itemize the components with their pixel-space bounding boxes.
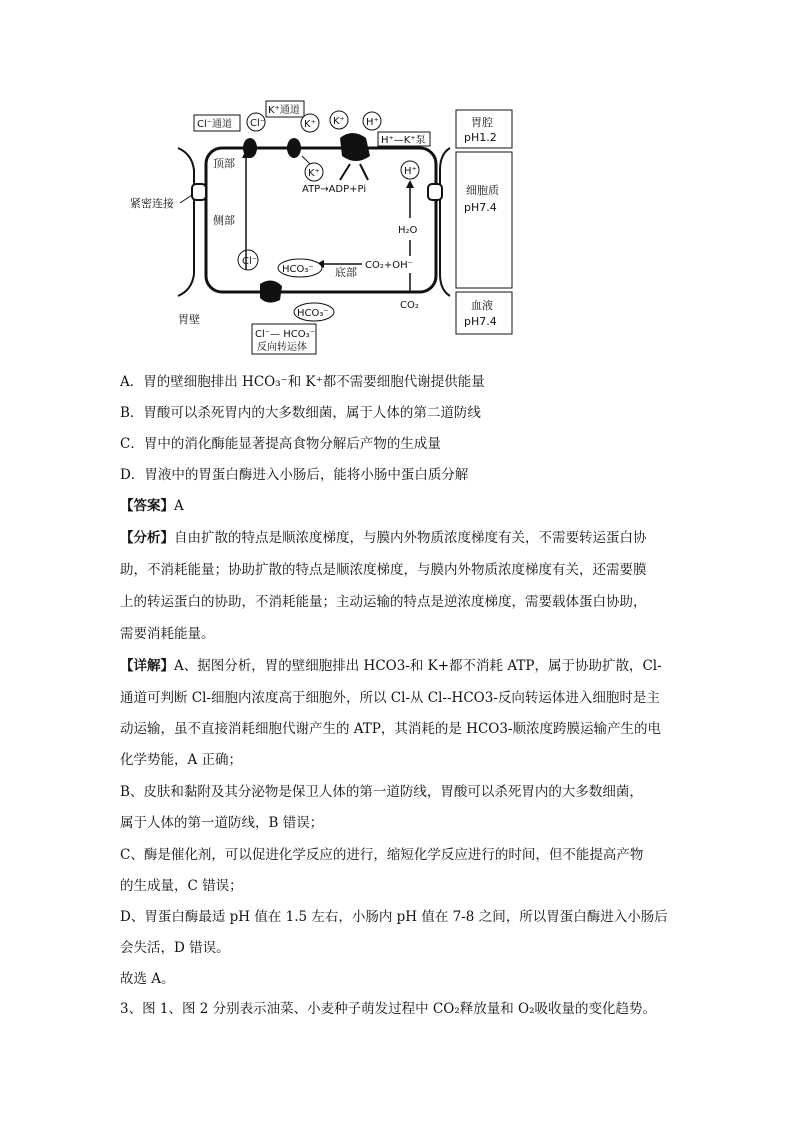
k-ion-top: K⁺ bbox=[304, 119, 316, 130]
lumen-title: 胃腔 bbox=[471, 116, 493, 129]
tight-junction-left bbox=[192, 184, 206, 200]
co2-oh-label: CO₂+OH⁻ bbox=[365, 260, 413, 271]
option-b: B．胃酸可以杀死胃内的大多数细菌，属于人体的第二道防线 bbox=[120, 405, 481, 421]
cytoplasm-box bbox=[456, 152, 512, 288]
detail-conclusion: 故选 A。 bbox=[120, 971, 175, 987]
lateral-label: 侧部 bbox=[213, 214, 235, 227]
h-ion-right: H⁺ bbox=[404, 166, 417, 177]
cl-hco3-antiporter bbox=[260, 280, 282, 302]
detail-line-c1: C、酶是催化剂，可以促进化学反应的进行，缩短化学反应进行的时间，但不能提高产物 bbox=[120, 847, 644, 863]
antiporter-label-line1: Cl⁻— HCO₃⁻ bbox=[255, 329, 315, 340]
analysis-label: 【分析】 bbox=[120, 530, 174, 546]
right-neighbor-cell bbox=[440, 148, 450, 296]
h-k-pump-label: H⁺—K⁺泵 bbox=[381, 135, 426, 146]
atp-reaction: ATP→ADP+Pi bbox=[302, 184, 367, 195]
h-ion-pump: H⁺ bbox=[366, 117, 379, 128]
hco3-ion-inner: HCO₃⁻ bbox=[282, 264, 314, 275]
k-ion-pump: K⁺ bbox=[333, 116, 345, 127]
next-question: 3、图 1、图 2 分别表示油菜、小麦种子萌发过程中 CO₂释放量和 O₂吸收量的变化趋势。 bbox=[120, 1001, 657, 1017]
k-ion-bottom: K⁺ bbox=[308, 168, 320, 179]
cl-ion-basal: Cl⁻ bbox=[242, 256, 258, 267]
k-channel bbox=[287, 138, 301, 158]
answer-label: 【答案】 bbox=[120, 498, 174, 514]
stomach-wall-label: 胃壁 bbox=[178, 313, 200, 326]
option-c: C．胃中的消化酶能显著提高食物分解后产物的生成量 bbox=[120, 436, 441, 452]
analysis-line-2: 助，不消耗能量；协助扩散的特点是顺浓度梯度，与膜内外物质浓度梯度有关，还需要膜 bbox=[120, 562, 647, 578]
k-channel-label: K⁺通道 bbox=[268, 105, 300, 116]
detail-line-a3: 动运输，虽不直接消耗细胞代谢产生的 ATP，其消耗的是 HCO3-顺浓度跨膜运输产生的电 bbox=[120, 721, 662, 737]
cl-ion-top: Cl⁻ bbox=[250, 118, 266, 129]
detail-line-b2: 属于人体的第一道防线，B 错误； bbox=[120, 815, 324, 831]
detail-line-d2: 会失活，D 错误。 bbox=[120, 940, 230, 956]
co2-label: CO₂ bbox=[400, 300, 419, 311]
detail-line-c2: 的生成量，C 错误； bbox=[120, 878, 243, 894]
detail-line-a4: 化学势能，A 正确； bbox=[120, 752, 243, 768]
lumen-ph: pH1.2 bbox=[464, 131, 497, 144]
blood-title: 血液 bbox=[471, 299, 493, 312]
detail-line-a2: 通道可判断 Cl-细胞内浓度高于细胞外，所以 Cl-从 Cl--HCO3-反向转运体进入细胞时是主 bbox=[120, 690, 660, 706]
analysis-line-3: 上的转运蛋白的协助，不消耗能量；主动运输的特点是逆浓度梯度，需要载体蛋白协助， bbox=[120, 594, 647, 610]
detail-line-a1: 【详解】A、据图分析，胃的壁细胞排出 HCO3-和 K+都不消耗 ATP，属于协助扩散，Cl- bbox=[120, 658, 662, 674]
analysis-line-4: 需要消耗能量。 bbox=[120, 626, 215, 642]
hco3-ion-outer: HCO₃⁻ bbox=[297, 308, 329, 319]
answer-value: A bbox=[174, 498, 184, 514]
detail-label: 【详解】 bbox=[120, 658, 174, 674]
detail-line-d1: D、胃蛋白酶最适 pH 值在 1.5 左右，小肠内 pH 值在 7-8 之间，所以胃蛋白酶进入小肠后 bbox=[120, 909, 668, 925]
tight-junction-label: 紧密连接 bbox=[130, 197, 174, 210]
blood-ph: pH7.4 bbox=[464, 315, 497, 328]
option-d: D．胃液中的胃蛋白酶进入小肠后，能将小肠中蛋白质分解 bbox=[120, 467, 469, 483]
answer-line bbox=[120, 496, 680, 516]
cl-channel-label: Cl⁻通道 bbox=[197, 119, 233, 130]
basal-label: 底部 bbox=[335, 266, 357, 279]
tight-junction-right bbox=[428, 184, 442, 200]
antiporter-label-line2: 反向转运体 bbox=[257, 342, 307, 353]
h2o-label: H₂O bbox=[398, 225, 418, 236]
cytoplasm-title: 细胞质 bbox=[466, 184, 499, 197]
cytoplasm-ph: pH7.4 bbox=[464, 201, 497, 214]
h-k-pump bbox=[340, 133, 370, 161]
left-neighbor-cell bbox=[178, 148, 194, 296]
option-a: A．胃的壁细胞排出 HCO₃⁻和 K⁺都不需要细胞代谢提供能量 bbox=[120, 374, 485, 390]
apical-label: 顶部 bbox=[213, 157, 235, 170]
stomach-parietal-cell-diagram bbox=[110, 98, 530, 360]
analysis-line-1: 【分析】自由扩散的特点是顺浓度梯度，与膜内外物质浓度梯度有关，不需要转运蛋白协 bbox=[120, 530, 647, 546]
detail-line-b1: B、皮肤和黏附及其分泌物是保卫人体的第一道防线，胃酸可以杀死胃内的大多数细菌， bbox=[120, 784, 643, 800]
